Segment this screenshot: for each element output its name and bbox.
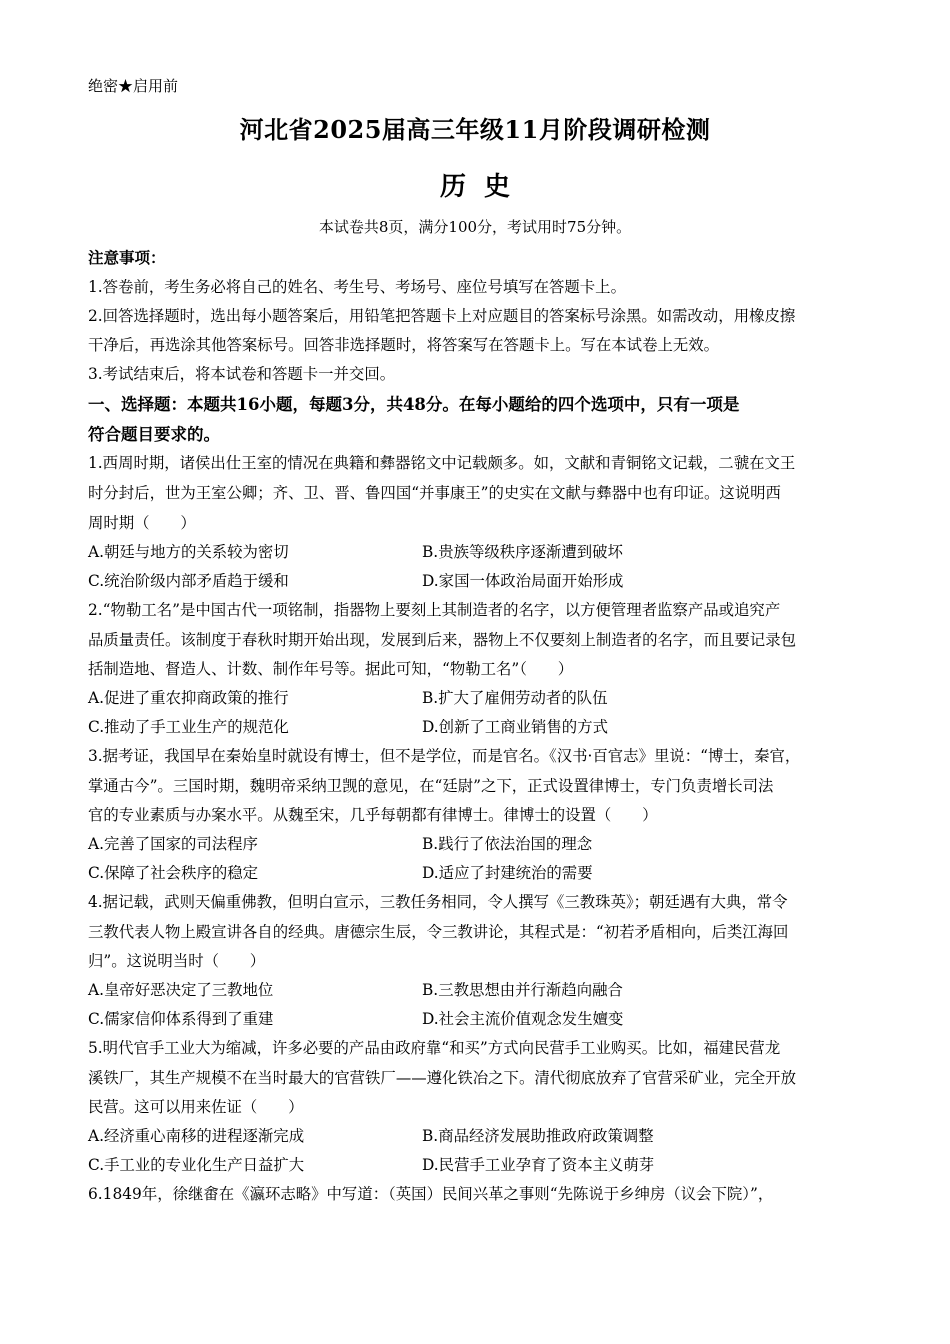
question-3-line-3: 官的专业素质与办案水平。从魏至宋，几乎每朝都有律博士。律博士的设置（ ） xyxy=(88,806,658,824)
exam-title: 河北省2025届高三年级11月阶段调研检测 xyxy=(239,115,711,144)
note-item-2-line-2: 干净后，再选涂其他答案标号。回答非选择题时，将答案写在答题卡上。写在本试卷上无效。 xyxy=(88,336,720,354)
section-heading-line-1: 一、选择题：本题共16小题，每题3分，共48分。在每小题给的四个选项中，只有一项是 xyxy=(88,395,740,414)
question-1-option-c: C.统治阶级内部矛盾趋于缓和 xyxy=(88,572,289,590)
section-heading-line-2: 符合题目要求的。 xyxy=(88,425,220,444)
exam-info: 本试卷共8页，满分100分，考试用时75分钟。 xyxy=(318,218,632,236)
question-2-option-c: C.推动了手工业生产的规范化 xyxy=(88,718,289,736)
question-5-option-b: B.商品经济发展助推政府政策调整 xyxy=(422,1127,654,1145)
question-1-line-2: 时分封后，世为王室公卿；齐、卫、晋、鲁四国“并事康王”的史实在文献与彝器中也有印证。这说明西 xyxy=(88,484,781,502)
question-3-option-c: C.保障了社会秩序的稳定 xyxy=(88,864,259,882)
question-4-line-1: 4.据记载，武则天偏重佛教，但明白宣示，三教任务相同，令人撰写《三教珠英》；朝廷遇有大典，常令 xyxy=(88,893,788,911)
question-3-option-b: B.践行了依法治国的理念 xyxy=(422,835,593,853)
confidential-mark: 绝密★启用前 xyxy=(88,77,179,95)
question-5-option-c: C.手工业的专业化生产日益扩大 xyxy=(88,1156,305,1174)
question-1-line-1: 1.西周时期，诸侯出仕王室的情况在典籍和彝器铭文中记载颇多。如，文献和青铜铭文记载，二虢在文王 xyxy=(88,454,796,472)
notes-heading: 注意事项： xyxy=(88,248,166,267)
note-item-1: 1.答卷前，考生务必将自己的姓名、考生号、考场号、座位号填写在答题卡上。 xyxy=(88,278,626,296)
question-5-line-3: 民营。这可以用来佐证（ ） xyxy=(88,1098,304,1116)
question-1-option-b: B.贵族等级秩序逐渐遭到破坏 xyxy=(422,543,623,561)
question-4-option-b: B.三教思想由并行渐趋向融合 xyxy=(422,981,623,999)
question-2-line-3: 括制造地、督造人、计数、制作年号等。据此可知，“物勒工名”（ ） xyxy=(88,660,574,678)
question-5-line-1: 5.明代官手工业大为缩减，许多必要的产品由政府靠“和买”方式向民营手工业购买。比如，福建民营龙 xyxy=(88,1039,781,1057)
question-4-line-3: 归”。这说明当时（ ） xyxy=(88,952,266,970)
question-3-option-a: A.完善了国家的司法程序 xyxy=(88,835,258,853)
question-2-option-a: A.促进了重农抑商政策的推行 xyxy=(88,689,289,707)
question-1-option-a: A.朝廷与地方的关系较为密切 xyxy=(88,543,289,561)
question-4-line-2: 三教代表人物上殿宣讲各自的经典。唐德宗生辰，令三教讲论，其程式是：“初若矛盾相向，后类江海回 xyxy=(88,923,789,941)
note-item-2-line-1: 2.回答选择题时，选出每小题答案后，用铅笔把答题卡上对应题目的答案标号涂黑。如需改动，用橡皮擦 xyxy=(88,307,796,325)
question-2-option-b: B.扩大了雇佣劳动者的队伍 xyxy=(422,689,608,707)
question-5-option-a: A.经济重心南移的进程逐渐完成 xyxy=(88,1127,305,1145)
question-2-option-d: D.创新了工商业销售的方式 xyxy=(422,718,608,736)
question-4-option-c: C.儒家信仰体系得到了重建 xyxy=(88,1010,274,1028)
question-3-line-2: 掌通古今”。三国时期，魏明帝采纳卫觊的意见，在“廷尉”之下，正式设置律博士，专门负责增长司法 xyxy=(88,777,774,795)
question-5-option-d: D.民营手工业孕育了资本主义萌芽 xyxy=(422,1156,655,1174)
question-5-line-2: 溪铁厂，其生产规模不在当时最大的官营铁厂——遵化铁冶之下。清代彻底放弃了官营采矿业，完全开放 xyxy=(88,1069,796,1087)
question-4-option-d: D.社会主流价值观念发生嬗变 xyxy=(422,1010,624,1028)
note-item-3: 3.考试结束后，将本试卷和答题卡一并交回。 xyxy=(88,365,396,383)
question-1-line-3: 周时期（ ） xyxy=(88,514,196,532)
question-4-option-a: A.皇帝好恶决定了三教地位 xyxy=(88,981,274,999)
question-2-line-2: 品质量责任。该制度于春秋时期开始出现，发展到后来，器物上不仅要刻上制造者的名字，而且要记录包 xyxy=(88,631,796,649)
question-2-line-1: 2.“物勒工名”是中国古代一项铭制，指器物上要刻上其制造者的名字，以方便管理者监察产品或追究产 xyxy=(88,601,781,619)
question-3-option-d: D.适应了封建统治的需要 xyxy=(422,864,593,882)
question-6-line-1: 6.1849年，徐继畬在《瀛环志略》中写道：（英国）民间兴革之事则“先陈说于乡绅房（议会下院）”， xyxy=(88,1185,774,1203)
subject-title: 历史 xyxy=(439,172,528,202)
question-3-line-1: 3.据考证，我国早在秦始皇时就设有博士，但不是学位，而是官名。《汉书·百官志》里说：“博士，秦官， xyxy=(88,747,801,765)
question-1-option-d: D.家国一体政治局面开始形成 xyxy=(422,572,624,590)
